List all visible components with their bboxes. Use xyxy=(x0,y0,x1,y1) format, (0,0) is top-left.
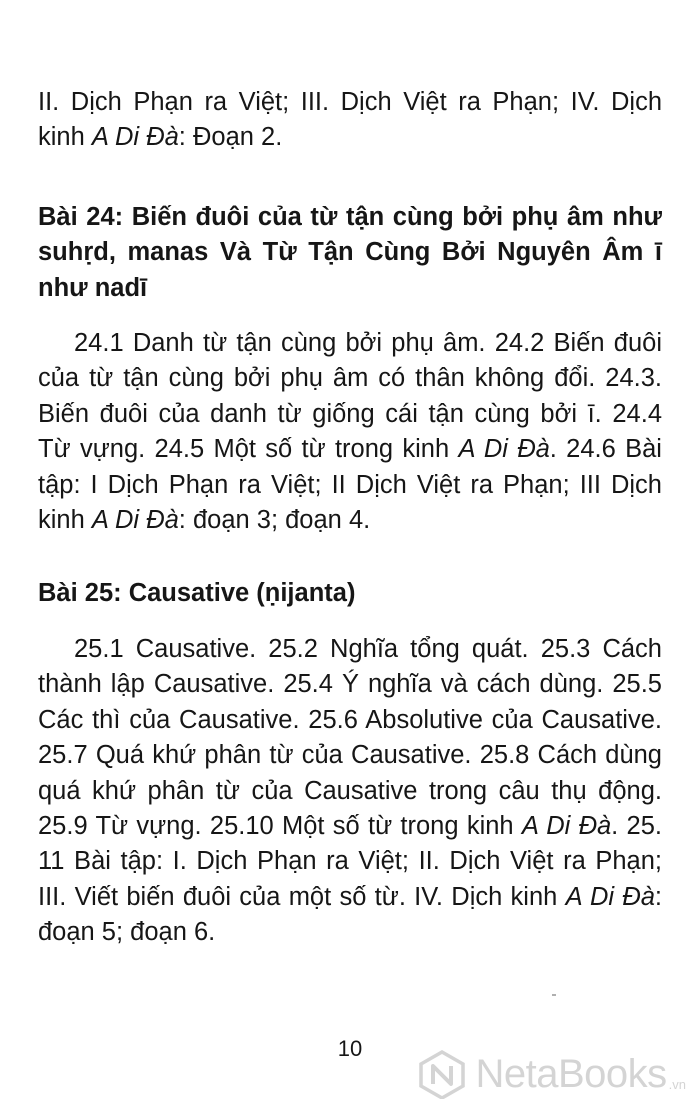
watermark-logo xyxy=(417,1046,686,1102)
sutra-title: A Di Đà xyxy=(565,882,655,911)
sutra-title: A Di Đà xyxy=(521,811,612,840)
lesson-25-title: Bài 25: Causative (ṇijanta) xyxy=(38,579,356,608)
netabooks-logo-icon xyxy=(417,1049,467,1099)
sutra-title: A Di Đà xyxy=(91,123,179,152)
book-page xyxy=(38,85,662,951)
scan-speck xyxy=(552,994,556,996)
lesson-24-title: Bài 24: Biến đuôi của từ tận cùng bởi phụ âm như suhṛd, manas Và Từ Tận Cùng Bởi Nguyên Âm ī như nadī xyxy=(38,202,662,302)
lesson-25-paragraph: 25.1 Causative. 25.2 Nghĩa tổng quát. 25.3 Cách thành lập Causative. 25.4 Ý nghĩa và cách dùng. 25.5 Các thì của Causative. 25.6 Absolutive của Causative. 25.7 Quá khứ phân từ của Causative. 25.8 Cách dùng quá khứ phân từ của Causative trong câu thụ động. 25.9 Từ vựng. 25.10 Một số từ trong kinh A Di Đà. 25. 11 Bài tập: I. Dịch Phạn ra Việt; II. Dịch Việt ra Phạn; III. Viết biến đuôi của một số từ. IV. Dịch kinh A Di Đà: đoạn 5; đoạn 6. xyxy=(38,634,662,947)
lesson-24-paragraph: 24.1 Danh từ tận cùng bởi phụ âm. 24.2 Biến đuôi của từ tận cùng bởi phụ âm có thân không đổi. 24.3. Biến đuôi của danh từ giống cái tận cùng bởi ī. 24.4 Từ vựng. 24.5 Một số từ trong kinh A Di Đà. 24.6 Bài tập: I Dịch Phạn ra Việt; II Dịch Việt ra Phạn; III Dịch kinh A Di Đà: đoạn 3; đoạn 4. xyxy=(38,329,662,535)
intro-paragraph: II. Dịch Phạn ra Việt; III. Dịch Việt ra Phạn; IV. Dịch kinh A Di Đà: Đoạn 2. xyxy=(38,88,662,152)
sutra-title: A Di Đà xyxy=(91,506,179,535)
watermark-suffix: .vn xyxy=(668,1077,686,1092)
page-number: 10 xyxy=(337,1036,363,1061)
watermark-text: NetaBooks xyxy=(475,1051,667,1096)
sutra-title: A Di Đà xyxy=(458,435,550,464)
